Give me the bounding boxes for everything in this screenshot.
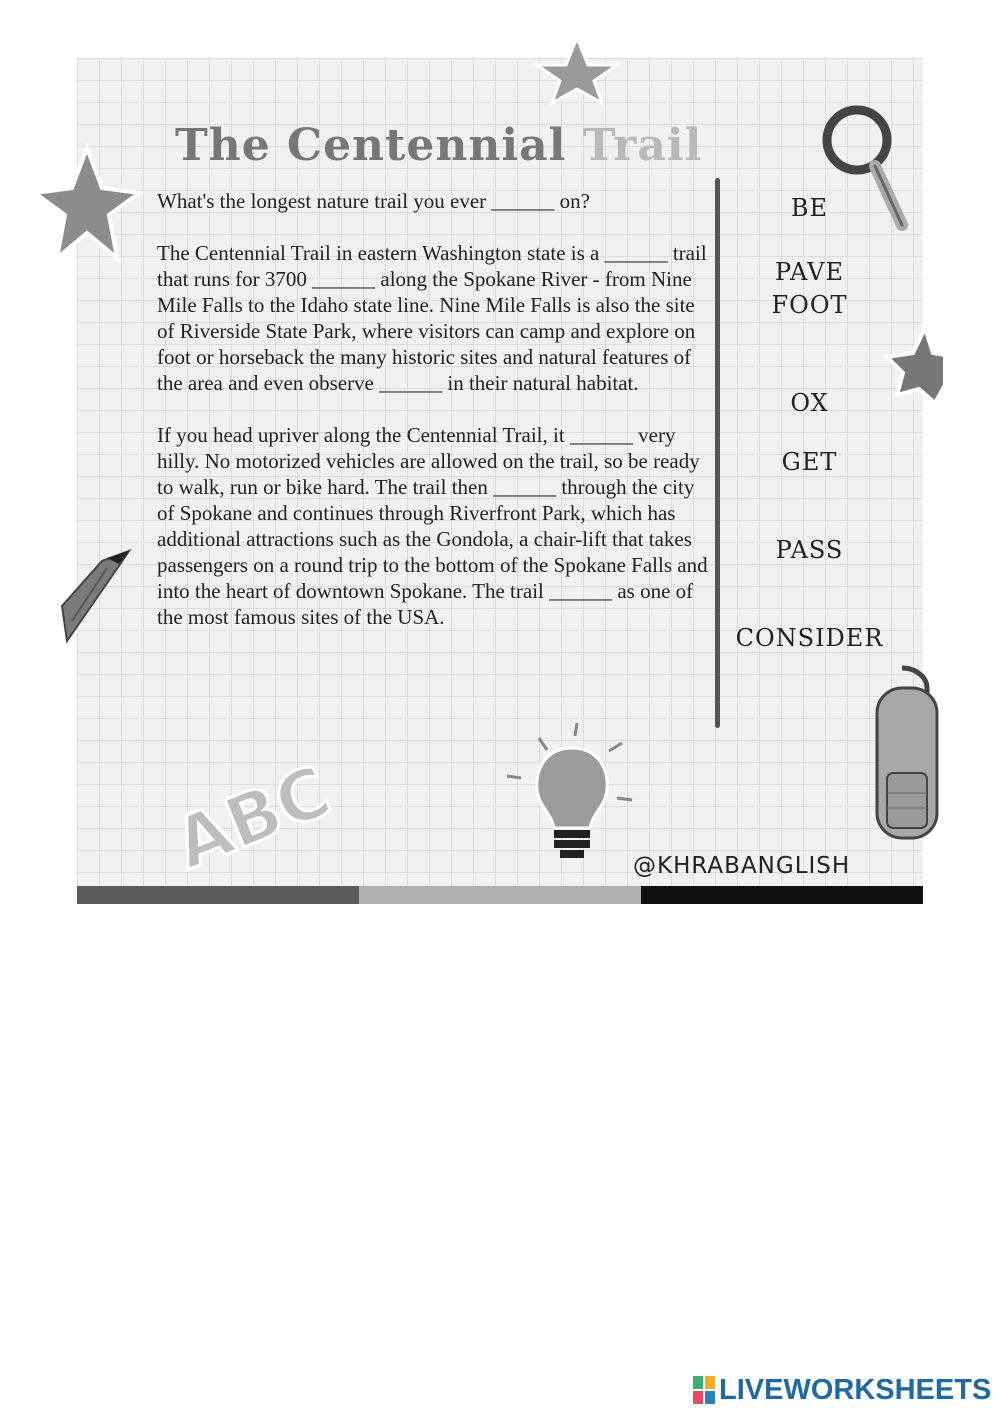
word-bank-item: GET bbox=[781, 448, 838, 476]
word-bank-item: PASS bbox=[775, 536, 844, 564]
liveworksheets-logo[interactable] bbox=[693, 1374, 991, 1406]
word-bank-item: OX bbox=[790, 389, 829, 417]
author-handle: @KHRABANGLISH bbox=[633, 853, 851, 879]
svg-text:ABC: ABC bbox=[163, 750, 342, 886]
abc-icon bbox=[163, 750, 342, 886]
word-bank-item: FOOT bbox=[771, 291, 848, 319]
vertical-divider bbox=[715, 178, 720, 728]
question-paragraph: What's the longest nature trail you ever ______ on? bbox=[157, 189, 590, 213]
footer-bar-black bbox=[641, 886, 923, 904]
title-faded: Trail bbox=[582, 120, 703, 171]
title-main: The Centennial bbox=[175, 120, 567, 171]
story-paragraph: If you head upriver along the Centennial Trail, it ______ very hilly. No motorized vehicles are allowed on the trail, so be ready to walk, run or bike hard. The trail then ______ through the city of Spokane and continues through Riverfront Park, which has additional attractions such as the Gondola, a chair-lift that takes passengers on a round trip to the bottom of the Spokane Falls and into the heart of downtown Spokane. The trail ______ as one of the most famous sites of the USA. bbox=[157, 423, 708, 629]
footer-bar-mid bbox=[359, 886, 641, 904]
word-bank-item: BE bbox=[790, 194, 829, 222]
word-bank-item: PAVE bbox=[775, 258, 844, 286]
liveworksheets-logo-icon bbox=[693, 1376, 715, 1404]
footer-bar-dark bbox=[77, 886, 359, 904]
lightbulb-icon bbox=[497, 718, 637, 868]
story-paragraph: The Centennial Trail in eastern Washington state is a ______ trail that runs for 3700 ______ along the Spokane River - from Nine Mile Falls to the Idaho state line. Nine Mile Falls is also the site of Riverside State Park, where visitors can camp and explore on foot or horseback the many historic sites and natural features of the area and even observe ______ in their natural habitat. bbox=[157, 241, 707, 395]
worksheet-title bbox=[175, 120, 702, 171]
word-bank bbox=[727, 58, 892, 904]
star-icon bbox=[532, 33, 622, 103]
story-text bbox=[157, 188, 717, 656]
star-icon bbox=[47, 143, 142, 263]
worksheet-card bbox=[77, 58, 923, 904]
pencil-icon bbox=[67, 546, 137, 646]
star-icon bbox=[885, 323, 945, 408]
liveworksheets-logo-text: LIVEWORKSHEETS bbox=[719, 1373, 992, 1406]
word-bank-item: CONSIDER bbox=[735, 624, 884, 652]
